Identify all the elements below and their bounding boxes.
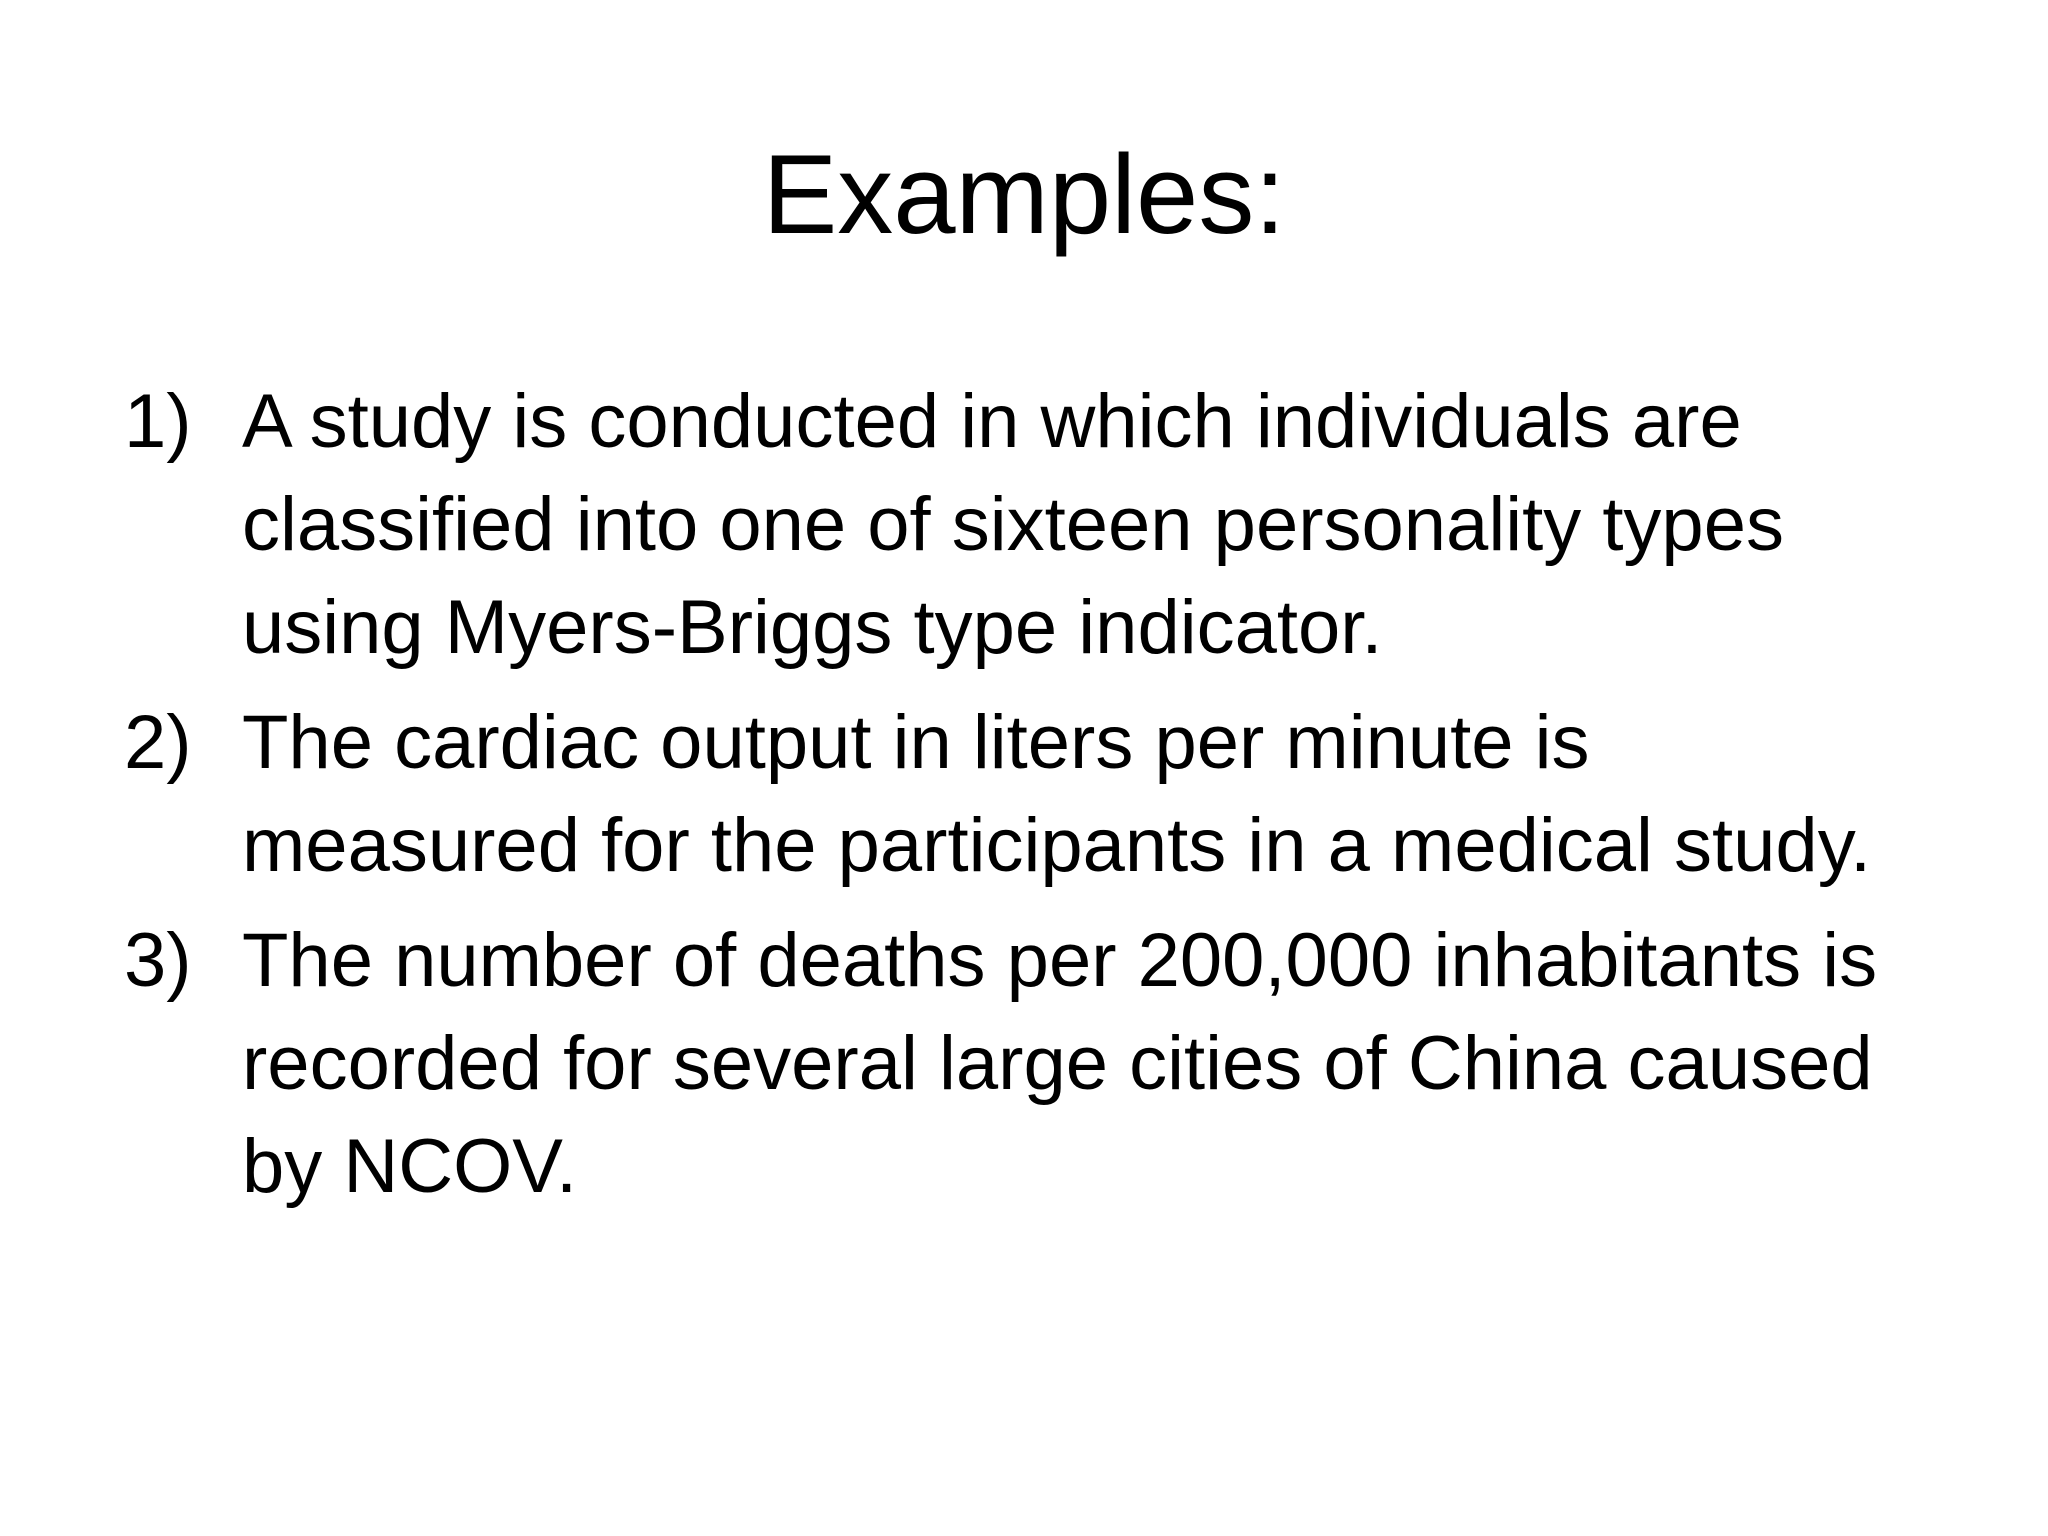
slide-title: Examples:: [762, 132, 1286, 257]
example-number: 3): [124, 918, 192, 1003]
example-number: 1): [124, 379, 192, 464]
example-item-1: [124, 370, 1944, 679]
example-number: 2): [124, 700, 192, 785]
example-item-3: [124, 909, 1944, 1218]
example-text: The cardiac output in liters per minute is measured for the participants in a medical study.: [242, 700, 1872, 888]
example-item-2: [124, 691, 1944, 897]
example-list: [124, 370, 1944, 1230]
example-text: A study is conducted in which individuals are classified into one of sixteen personality types using Myers-Briggs type indicator.: [242, 379, 1784, 670]
example-text: The number of deaths per 200,000 inhabitants is recorded for several large cities of China caused by NCOV.: [242, 918, 1878, 1209]
